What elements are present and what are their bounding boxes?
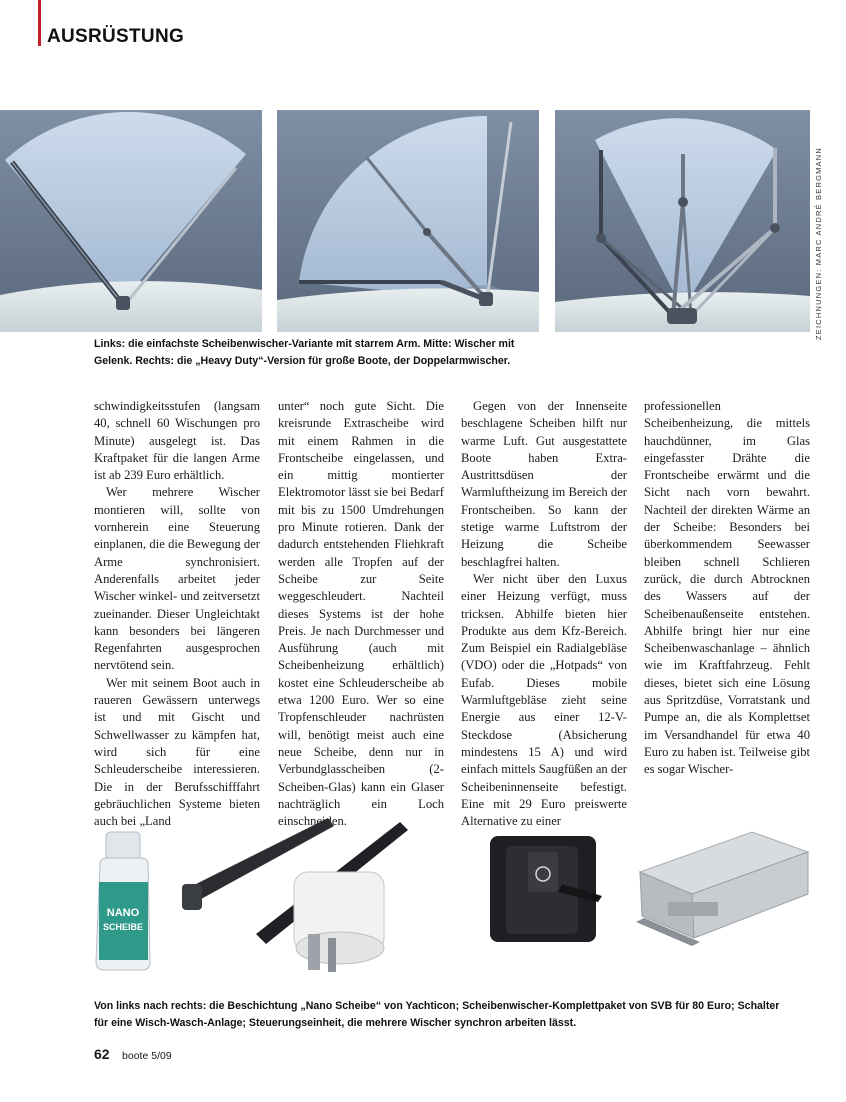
page-number: 62 (94, 1046, 110, 1062)
paragraph: Wer mehrere Wischer montieren will, sollte von vornherein eine Steuerung einplanen, die die Bewegung der Arme synchronisiert. Anderenfalls arbeitet jeder Wischer winkel- und zeitversetzt zueinander. Dieser Ungleichtakt kann besonders bei längeren Regenfahrten ausgesprochen nervtötend sein. (94, 485, 260, 673)
paragraph: unter“ noch gute Sicht. Die kreisrunde Extrascheibe wird mit einem Rahmen in die Frontscheibe eingelassen, und ein mittig montierter Elektromotor lässt sie bei Bedarf mit bis zu 1500 Umdrehungen pro Minute rotieren. Dank der dadurch entstehenden Fliehkraft werden alle Tropfen auf der Scheibe zur Seite weggeschleudert. Nachteil dieses Systems ist der hohe Preis. Je nach Durchmesser und Ausführung (auch mit Scheibenheizung erhältlich) kostet eine Schleuderscheibe ab etwa 1200 Euro. Wer so eine Tropfenschleuder nachrüsten will, benötigt meist auch eine neue Scheibe, denn nur in Verbundglasscheiben (2-Scheiben-Glas) kann ein Glaser nachträglich ein Loch einschneiden. (278, 399, 444, 829)
wiper-kit (182, 818, 408, 972)
text-column-4 (644, 398, 810, 779)
svg-text:SCHEIBE: SCHEIBE (102, 922, 144, 932)
issue-label: boote 5/09 (122, 1050, 172, 1062)
svg-text:NANO: NANO (106, 907, 140, 919)
products-caption: Von links nach rechts: die Beschichtung „Nano Scheibe“ von Yachticon; Scheibenwischer-Komplettpaket von SVB für 80 Euro; Schalter für eine Wisch-Wasch-Anlage; Steuerungseinheit, die mehrere Wischer synchron arbeiten lässt. (94, 1000, 780, 1029)
text-column-2 (278, 398, 444, 830)
section-marker (38, 0, 41, 46)
paragraph: Wer nicht über den Luxus einer Heizung verfügt, muss tricksen. Abhilfe bieten hier Produkte aus dem Kfz-Bereich. Zum Beispiel ein Radialgebläse (VDO) oder die „Hotpads“ von Eufab. Dieses mobile Warmluftgebläse zieht seine Energie aus einer 12-V-Steckdose (Absicherung mindestens 15 A) und wird einfach mittels Saugfüßen an der Scheibeninnenseite befestigt. Eine mit 29 Euro preiswerte Alternative zu einer (461, 571, 627, 829)
text-column-3 (461, 398, 627, 830)
wiper-drawing-double-arm (555, 110, 810, 332)
figure-caption-top: Links: die einfachste Scheibenwischer-Variante mit starrem Arm. Mitte: Wischer mit Gelenk. Rechts: die „Heavy Duty“-Version für große Boote, der Doppelarmwischer. (94, 338, 515, 367)
paragraph: Gegen von der Innenseite beschlagene Scheiben hilft nur warme Luft. Gut ausgestattete Boote haben Extra-Austrittsdüsen der Warmluftheizung im Bereich der Frontscheiben. So kann der stetige warme Luftstrom der Heizung die Scheibe beschlagfrei halten. (461, 399, 627, 569)
illustration-credit: ZEICHNUNGEN: MARC ANDRÉ BERGMANN (814, 147, 823, 340)
text-column-1 (94, 398, 260, 830)
product-photos (88, 812, 818, 984)
wiper-drawing-simple (0, 110, 262, 332)
paragraph: schwindigkeitsstufen (langsam 40, schnell 60 Wischungen pro Minute) ausgelegt ist. Das Kraftpaket für die langen Arme ist ab 239 Euro erhältlich. (94, 399, 260, 483)
wiper-drawing-articulated (277, 110, 539, 332)
wash-wipe-switch (490, 836, 602, 942)
paragraph: professionellen Scheibenheizung, die mittels hauchdünner, im Glas eingefasster Drähte die Frontscheibe erwärmt und die Sicht nach vorn bewahrt. Nachteil der direkten Wärme an der Scheibe: Besonders bei überkommendem Seewasser bleiben schnell Schlieren zurück, die durch Abtrocknen des Wassers auf der Scheibenaußenseite entstehen. Abhilfe bringt hier nur eine Scheibenwaschanlage – ähnlich wie im Kraftfahrzeug. Fehlt dieses, bietet sich eine Lösung aus Spritzdüse, Vorratstank und Pumpe an, die als Komplettset im Versandhandel für etwa 40 Euro zu haben ist. Teilweise gibt es sogar Wischer- (644, 399, 810, 777)
section-title: AUSRÜSTUNG (47, 26, 185, 47)
control-unit (636, 832, 808, 946)
nano-scheibe-bottle (96, 832, 150, 970)
page-footer (94, 1046, 172, 1064)
paragraph: Wer mit seinem Boot auch in raueren Gewässern unterwegs ist und mit Gischt und Schwellwasser zu kämpfen hat, wird sich für eine Schleuderscheibe interessieren. Die in der Berufsschifffahrt gebräuchlichen Systeme bieten auch bei „Land (94, 675, 260, 829)
